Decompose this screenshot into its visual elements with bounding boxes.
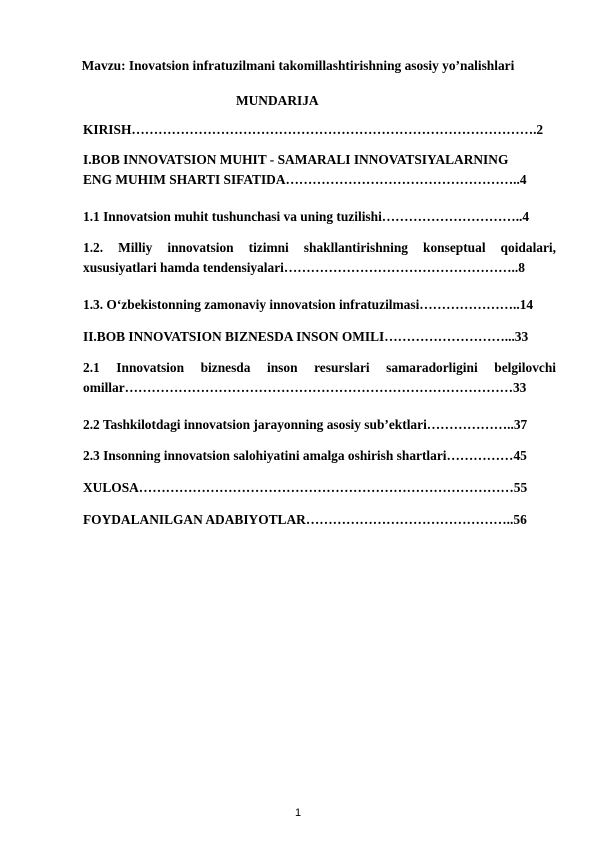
page-number: 1 xyxy=(294,807,302,819)
toc-entry-label-continued: omillar……………………………………………………………………………33 xyxy=(83,380,527,395)
toc-entry-2-2[interactable] xyxy=(83,415,556,435)
toc-entry-label: XULOSA…………………………………………………………………………55 xyxy=(83,480,528,495)
toc-entry-label-continued: xususiyatlari hamda tendensiyalari……………………………………………..8 xyxy=(83,260,525,275)
toc-entry-label: 1.1 Innovatsion muhit tushunchasi va uning tuzilishi…………………………..4 xyxy=(83,209,530,224)
toc-entry-label: 1.3. O‘zbekistonning zamonaviy innovatsion infratuzilmasi…………………..14 xyxy=(83,297,534,312)
toc-entry-chapter-2[interactable] xyxy=(83,327,556,347)
document-title: Mavzu: Inovatsion infratuzilmani takomillashtirishning asosiy yo’nalishlari xyxy=(81,58,515,73)
toc-entry-1-1[interactable] xyxy=(83,207,556,227)
toc-entry-label: 2.1 Innovatsion biznesda inson resurslari samaradorligini belgilovchi xyxy=(83,360,556,375)
toc-entry-references[interactable] xyxy=(83,510,556,530)
toc-entry-2-1[interactable] xyxy=(83,358,556,398)
toc-entry-label: 2.3 Insonning innovatsion salohiyatini amalga oshirish shartlari……………45 xyxy=(83,448,527,463)
toc-entry-xulosa[interactable] xyxy=(83,478,556,498)
toc-entry-label: 1.2. Milliy innovatsion tizimni shakllantirishning konseptual qoidalari, xyxy=(83,240,556,255)
contents-heading: MUNDARIJA xyxy=(236,93,319,108)
toc-entry-label: II.BOB INNOVATSION BIZNESDA INSON OMILI………………………...33 xyxy=(83,329,529,344)
toc-entry-label: FOYDALANILGAN ADABIYOTLAR………………………………………..56 xyxy=(83,512,527,527)
toc-entry-kirish[interactable] xyxy=(83,120,556,140)
toc-entry-1-2[interactable] xyxy=(83,238,556,278)
toc-entry-label: 2.2 Tashkilotdagi innovatsion jarayonning asosiy sub’ektlari………………..37 xyxy=(83,417,528,432)
toc-entry-1-3[interactable] xyxy=(83,295,556,315)
toc-entry-label: KIRISH……………………………………………………………………………….2 xyxy=(83,122,544,137)
toc-entry-label: I.BOB INNOVATSION MUHIT - SAMARALI INNOVATSIYALARNING xyxy=(83,152,509,167)
toc-entry-chapter-1[interactable] xyxy=(83,150,556,190)
toc-entry-label-continued: ENG MUHIM SHARTI SIFATIDA……………………………………………..4 xyxy=(83,172,527,187)
toc-entry-2-3[interactable] xyxy=(83,446,556,466)
